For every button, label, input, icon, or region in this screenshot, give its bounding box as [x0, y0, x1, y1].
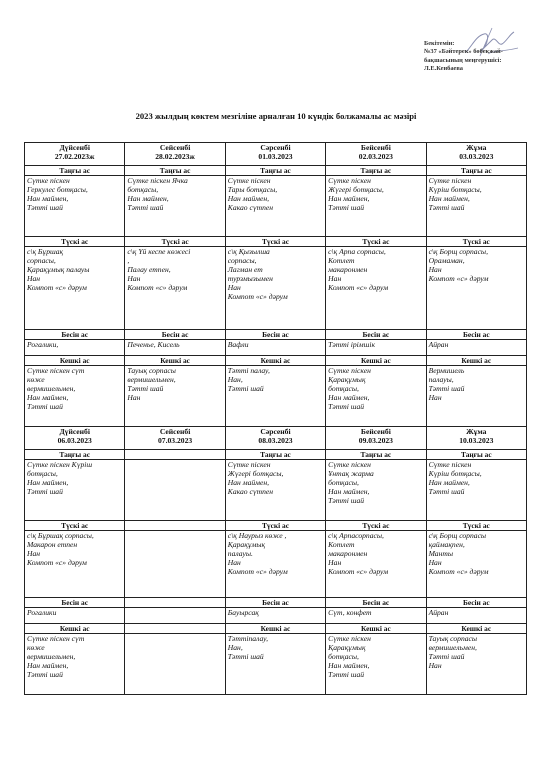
dish-line: Нан маймен, [428, 478, 470, 488]
dish-line: с\қ Борщ сорпасы [428, 531, 487, 540]
dish-line: Какао сүтпен [227, 487, 274, 497]
dish-line: Бауырсақ [227, 608, 259, 617]
dish-line: Палау етпен, [127, 265, 171, 275]
day-header-cell [426, 427, 526, 450]
dish-line: Тәтті шай [27, 487, 63, 497]
day-name: Сейсенбі [159, 427, 191, 436]
day-name: Бейсенбі [360, 427, 391, 436]
day-name: Жұма [466, 427, 487, 436]
dish-line: Нан маймен, [328, 194, 370, 204]
dish-line: Қарақұмық палауы [27, 265, 90, 275]
meal-label-dinner: Кешкі ас [225, 624, 325, 634]
dish-line: вермишельмен, [127, 375, 176, 385]
day-date: 10.03.2023 [459, 436, 494, 446]
dish-line: Нан маймен, [27, 661, 69, 671]
dish-line: вермишельмен, [27, 384, 76, 394]
dish-line: Орамаман, [428, 256, 465, 266]
dish-line: Тәтті шай [328, 203, 365, 213]
dish-line: Нан [127, 274, 141, 284]
day-date: 01.03.2023 [258, 152, 293, 162]
dish-line: Нан маймен, [27, 478, 69, 488]
dish-line: Нан маймен, [328, 393, 370, 403]
meal-label-dinner: Кешкі ас [426, 624, 526, 634]
dish-line: Компот «с» дәрум [328, 567, 389, 577]
dish-line: Тәтті шай [127, 384, 164, 394]
dish-line: Компот «с» дәрум [428, 274, 489, 284]
dish-line: Рогалики, [27, 340, 59, 349]
dish-cell-snack [326, 608, 426, 624]
dish-line: Тәтті шай [428, 384, 465, 394]
day-header-cell [25, 143, 125, 166]
meal-label-breakfast: Таңғы ас [125, 166, 225, 176]
meal-label-snack: Бесін ас [326, 598, 426, 608]
dish-line: Сүтке піскен Күріш [27, 460, 93, 469]
day-date: 07.03.2023 [158, 436, 193, 446]
dish-line: Күріш ботқасы, [428, 185, 482, 195]
dish-cell-dinner [426, 366, 526, 427]
dish-line: ботқасы, [27, 469, 58, 479]
meal-label-snack: Бесін ас [225, 598, 325, 608]
dish-line: Нан [328, 274, 342, 284]
dish-line: қаймақпен, [428, 540, 465, 550]
dish-cell-dinner [125, 366, 225, 427]
meal-label-breakfast: Таңғы ас [225, 450, 325, 460]
day-name: Дүйсенбі [59, 143, 90, 152]
dish-line: Нан [127, 393, 141, 403]
dish-line: Тауық сорпасы [428, 634, 478, 643]
dish-cell-lunch [225, 531, 325, 598]
dish-cell-breakfast [326, 460, 426, 521]
day-header-cell [25, 427, 125, 450]
approval-line: Л.Е.Кенбаева [424, 65, 464, 73]
dish-line: Тәттіпалау, [227, 634, 269, 643]
dish-line: Манты [428, 549, 453, 559]
dish-line: турзмызымен [227, 274, 273, 284]
dish-line: Котлет [328, 540, 355, 550]
dish-line: Сүтке піскен сүт [27, 634, 85, 643]
dish-line: Сүтке піскен [428, 460, 472, 469]
meal-label-lunch: Түскі ас [225, 237, 325, 247]
dish-line: , [127, 256, 130, 266]
dish-cell-dinner [326, 634, 426, 695]
dish-line: с\қ Арпасорпасы, [328, 531, 384, 540]
dish-line: сорпасы, [227, 256, 257, 266]
dish-line: Компот «с» дәрум [27, 558, 87, 568]
dish-line: с\қ Қызылша [227, 247, 270, 256]
meal-label-lunch: Түскі ас [25, 237, 125, 247]
meal-label-lunch: Түскі ас [326, 237, 426, 247]
dish-line: Тәтті ірімшік [328, 340, 375, 349]
dish-line: Сүтке піскен [328, 634, 371, 643]
dish-line: Нан [428, 558, 442, 568]
dish-line: Тәтті шай [227, 652, 264, 662]
dish-cell-snack [225, 608, 325, 624]
dish-cell-dinner [125, 634, 225, 695]
meal-label-snack: Бесін ас [426, 598, 526, 608]
dish-line: Қарақұмық [328, 375, 366, 385]
meal-label-dinner: Кешкі ас [326, 356, 426, 366]
dish-line: Компот «с» дәрум [227, 292, 288, 302]
dish-line: Сүтке піскен [428, 176, 472, 185]
dish-line: сорпасы, [27, 256, 56, 266]
dish-line: палауы, [428, 375, 454, 385]
day-date: 08.03.2023 [258, 436, 293, 446]
dish-line: Қарақұмық [328, 643, 366, 653]
document-title: 2023 жылдың көктем мезгіліне арналған 10 күндік болжамалы ас мәзірі [135, 111, 417, 121]
dish-line: Нан маймен, [227, 478, 270, 488]
dish-line: Вафли [227, 340, 249, 349]
dish-line: Сүтке піскен [227, 176, 271, 185]
dish-cell-snack [25, 608, 125, 624]
dish-line: Нан маймен, [227, 194, 270, 204]
dish-line: Какао сүтпен [227, 203, 274, 213]
dish-cell-snack [125, 608, 225, 624]
dish-cell-snack [426, 340, 526, 356]
dish-cell-dinner [25, 634, 125, 695]
dish-cell-dinner [25, 366, 125, 427]
dish-line: Айран [428, 340, 449, 349]
dish-line: Нан [27, 274, 41, 284]
dish-cell-snack [25, 340, 125, 356]
day-header-cell [326, 427, 426, 450]
meal-label-snack: Бесін ас [125, 330, 225, 340]
meal-label-breakfast: Таңғы ас [25, 450, 125, 460]
dish-cell-dinner [225, 634, 325, 695]
meal-label-lunch [125, 521, 225, 531]
dish-line: Вермишель [428, 366, 465, 375]
dish-line: Күріш ботқасы, [428, 469, 482, 479]
dish-line: с\қ Наурыз көже , [227, 531, 287, 540]
dish-line: с\қ Борщ сорпасы, [428, 247, 488, 256]
dish-line: Нан [428, 393, 442, 403]
day-header-cell [225, 427, 325, 450]
approval-line: Бекітемін: [424, 40, 455, 47]
meal-label-lunch: Түскі ас [326, 521, 426, 531]
dish-line: ботқасы, [127, 185, 159, 195]
dish-line: ботқасы, [328, 652, 359, 662]
dish-line: палауы. [227, 549, 253, 559]
dish-line: Нан [227, 558, 241, 568]
dish-line: Нан, [227, 375, 243, 385]
dish-line: Лагман ет [227, 265, 263, 275]
day-date: 06.03.2023 [57, 436, 92, 446]
dish-line: Сүт, конфет [328, 608, 372, 617]
dish-line: Печенье, Кисель [127, 340, 180, 349]
dish-line: Тары ботқасы, [227, 185, 278, 195]
meal-label-breakfast: Таңғы ас [25, 166, 125, 176]
dish-line: вермишельмен, [27, 652, 76, 662]
dish-cell-dinner [326, 366, 426, 427]
dish-line: Рогалики [27, 608, 57, 617]
day-header-cell [426, 143, 526, 166]
day-header-cell [225, 143, 325, 166]
dish-line: Сүтке піскен [27, 176, 70, 185]
meal-label-snack: Бесін ас [225, 330, 325, 340]
dish-line: с\қ Бұршақ сорпасы, [27, 531, 94, 540]
meal-label-lunch: Түскі ас [426, 237, 526, 247]
dish-line: Тәтті шай [328, 402, 365, 412]
dish-line: Жүгері ботқасы, [328, 185, 384, 195]
dish-line: Тәтті шай [227, 384, 264, 394]
dish-cell-breakfast [125, 460, 225, 521]
meal-label-dinner: Кешкі ас [426, 356, 526, 366]
day-name: Сәрсенбі [260, 427, 291, 436]
dish-line: вермишельмен, [428, 643, 477, 653]
meal-label-dinner [125, 624, 225, 634]
dish-cell-lunch [426, 247, 526, 330]
dish-line: Тәтті шай [27, 402, 63, 412]
dish-line: Нан [227, 283, 241, 293]
meal-label-dinner: Кешкі ас [225, 356, 325, 366]
dish-line: көже [27, 643, 45, 653]
day-date: 03.03.2023 [459, 152, 494, 162]
day-name: Дүйсенбі [59, 427, 90, 436]
dish-line: Нан маймен, [328, 661, 370, 671]
day-name: Сейсенбі [159, 143, 191, 152]
dish-cell-breakfast [326, 176, 426, 237]
meal-label-breakfast: Таңғы ас [326, 166, 426, 176]
dish-line: Нан маймен, [27, 393, 69, 403]
approval-block [424, 40, 546, 74]
dish-line: Тәтті шай [27, 670, 63, 680]
dish-line: Сүтке піскен [328, 176, 371, 185]
dish-line: Тәтті шай [428, 652, 465, 662]
dish-cell-lunch [25, 531, 125, 598]
dish-line: ботқасы, [328, 384, 359, 394]
dish-line: Сүтке піскен [328, 366, 371, 375]
dish-cell-lunch [426, 531, 526, 598]
meal-label-breakfast [125, 450, 225, 460]
dish-line: Айран [428, 608, 449, 617]
dish-line: Тәтті шай [428, 487, 465, 497]
meal-label-lunch: Түскі ас [25, 521, 125, 531]
day-name: Сәрсенбі [260, 143, 291, 152]
dish-line: Сүтке піскен Ячка [127, 176, 188, 185]
dish-line: Нан [428, 661, 442, 671]
meal-label-lunch: Түскі ас [426, 521, 526, 531]
menu-table [24, 142, 527, 695]
dish-cell-lunch [125, 247, 225, 330]
approval-line: №37 «Бәйтерек» бөбекжай- [424, 48, 503, 56]
meal-label-snack: Бесін ас [25, 598, 125, 608]
dish-cell-snack [225, 340, 325, 356]
dish-line: Тауық сорпасы [127, 366, 176, 375]
dish-cell-lunch [225, 247, 325, 330]
meal-label-lunch: Түскі ас [225, 521, 325, 531]
dish-line: Қарақұмық [227, 540, 266, 550]
dish-cell-breakfast [25, 460, 125, 521]
dish-line: с\қ Үй кеспе көжесі [127, 247, 191, 256]
dish-line: Макарон етпен [27, 540, 78, 550]
dish-line: Нан маймен, [127, 194, 169, 204]
dish-line: Котлет [328, 256, 355, 266]
dish-cell-breakfast [426, 176, 526, 237]
day-date: 09.03.2023 [358, 436, 393, 446]
meal-label-dinner: Кешкі ас [125, 356, 225, 366]
dish-line: Компот «с» дәрум [27, 283, 87, 293]
meal-label-snack: Бесін ас [25, 330, 125, 340]
meal-label-breakfast: Таңғы ас [326, 450, 426, 460]
dish-cell-lunch [326, 247, 426, 330]
dish-cell-lunch [125, 531, 225, 598]
dish-line: Нан маймен, [328, 487, 370, 497]
day-header-cell [326, 143, 426, 166]
dish-line: Тәтті шай [27, 203, 63, 213]
dish-cell-snack [125, 340, 225, 356]
meal-label-snack: Бесін ас [426, 330, 526, 340]
dish-line: Компот «с» дәрум [328, 283, 389, 293]
dish-cell-lunch [326, 531, 426, 598]
approval-line: бақшасының меңгерушісі: [424, 56, 502, 64]
meal-label-dinner: Кешкі ас [326, 624, 426, 634]
dish-cell-breakfast [426, 460, 526, 521]
dish-line: Тәтті шай [328, 496, 365, 506]
meal-label-snack: Бесін ас [326, 330, 426, 340]
dish-line: Тәтті шай [328, 670, 365, 680]
dish-line: Ұнтақ жарма [328, 469, 374, 479]
dish-line: Нан [27, 549, 41, 559]
day-header-cell [125, 143, 225, 166]
dish-line: Компот «с» дәрум [227, 567, 288, 577]
dish-cell-breakfast [225, 460, 325, 521]
dish-line: Геркулес ботқасы, [27, 185, 88, 195]
dish-cell-breakfast [25, 176, 125, 237]
dish-line: Тәтті шай [127, 203, 164, 213]
meal-label-lunch: Түскі ас [125, 237, 225, 247]
meal-label-snack [125, 598, 225, 608]
meal-label-breakfast: Таңғы ас [426, 166, 526, 176]
meal-label-dinner: Кешкі ас [25, 356, 125, 366]
day-date: 02.03.2023 [358, 152, 393, 162]
dish-line: с\қ Бұршақ [27, 247, 64, 256]
dish-line: Тәтті шай [428, 203, 465, 213]
dish-line: Сүтке піскен сүт [27, 366, 85, 375]
dish-line: ботқасы, [328, 478, 359, 488]
dish-line: Компот «с» дәрум [127, 283, 188, 293]
dish-line: Сүтке піскен [227, 460, 271, 469]
dish-line: Сүтке піскен [328, 460, 371, 469]
day-name: Жұма [466, 143, 487, 152]
day-date: 27.02.2023ж [54, 152, 95, 162]
dish-line: макаронмен [328, 549, 368, 559]
day-header-cell [125, 427, 225, 450]
day-date: 28.02.2023ж [155, 152, 195, 162]
dish-line: Тәтті палау, [227, 366, 270, 375]
dish-cell-dinner [225, 366, 325, 427]
dish-cell-breakfast [125, 176, 225, 237]
dish-line: Нан маймен, [27, 194, 69, 204]
meal-label-breakfast: Таңғы ас [225, 166, 325, 176]
dish-line: Жүгері ботқасы, [227, 469, 284, 479]
dish-cell-snack [426, 608, 526, 624]
dish-cell-dinner [426, 634, 526, 695]
dish-line: макаронмен [328, 265, 368, 275]
meal-label-breakfast: Таңғы ас [426, 450, 526, 460]
dish-line: Нан маймен, [428, 194, 470, 204]
dish-line: Нан [428, 265, 442, 275]
dish-cell-breakfast [225, 176, 325, 237]
dish-line: Нан [328, 558, 342, 568]
dish-cell-lunch [25, 247, 125, 330]
day-name: Бейсенбі [360, 143, 391, 152]
dish-line: Компот «с» дәрум [428, 567, 489, 577]
dish-line: көже [27, 375, 45, 385]
dish-cell-snack [326, 340, 426, 356]
dish-line: Нан, [227, 643, 243, 653]
meal-label-dinner: Кешкі ас [25, 624, 125, 634]
dish-line: с\қ Арпа сорпасы, [328, 247, 386, 256]
